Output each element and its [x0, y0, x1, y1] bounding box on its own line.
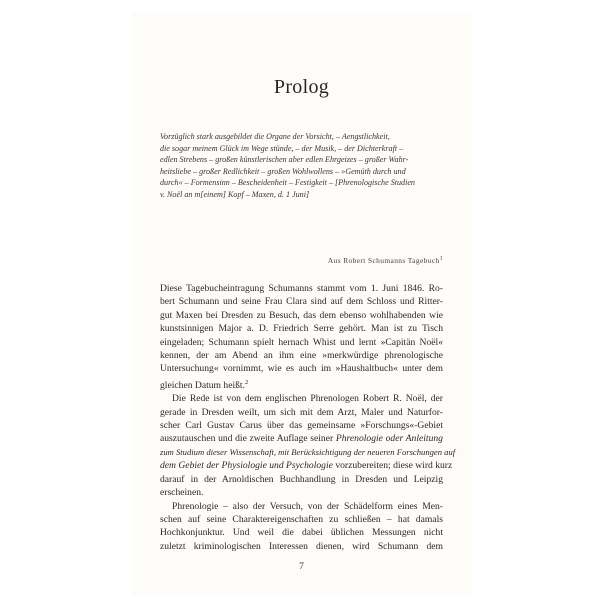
text-line: erscheinen. — [160, 487, 204, 499]
text-line: Die Rede ist von dem englischen Phrenologen Robert R. Noël, der — [172, 393, 443, 405]
text-line: eingeladen; Schumann spielt hernach Whist und lernt »Capitän Noël« — [160, 336, 443, 348]
epigraph-source-text: Aus Robert Schumanns Tagebuch — [327, 256, 440, 265]
text-line: kennen, der am Abend an ihm eine »merkwürdige phrenologische — [160, 350, 443, 362]
text-line: schen auf seine Charaktereigenschaften zu schließen – hat damals — [160, 513, 443, 525]
text-line: gerade in Dresden weilt, um sich mit dem Arzt, Maler und Naturfor- — [160, 406, 443, 418]
text-line: darauf in der Arnoldischen Buchhandlung in Dresden und Leipzig — [160, 473, 443, 485]
book-title-run: dem Gebiet der Physiologie und Psychologie — [160, 460, 333, 472]
epigraph-line: v. Noël an m[einem] Kopf – Maxen, d. 1 Juni] — [160, 189, 310, 199]
epigraph — [160, 131, 443, 201]
text-line: scher Carl Gustav Carus über das gemeinsame »Forschungs«-Gebiet — [160, 420, 443, 432]
book-title-run: Phrenologie oder Anleitung — [335, 433, 443, 445]
text-line: zum Studium dieser Wissenschaft, mit Berücksichtigung der neueren Forschungen auf — [160, 446, 456, 457]
text-line — [160, 432, 443, 445]
epigraph-line: Vorzüglich stark ausgebildet die Organe der Vorsicht, – Aengstlichkeit, — [160, 132, 390, 141]
text-run: gleichen Datum heißt. — [160, 379, 245, 391]
text-run: vorzubereiten; diese wird kurz — [332, 460, 453, 472]
text-line — [160, 376, 443, 392]
footnote-ref: 1 — [439, 256, 443, 262]
text-line: gut Maxen bei Dresden zu Besuch, das dem ebenso wohlhabenden wie — [160, 309, 443, 321]
text-line: bert Schumann und seine Frau Clara sind auf dem Schloss und Ritter- — [160, 296, 443, 308]
text-line — [160, 459, 453, 472]
text-line: kunstsinnigen Major a. D. Friedrich Serre gehört. Man ist zu Tisch — [160, 323, 443, 335]
text-line: Untersuchung« vornimmt, wie es auch im »Haushaltbuch« unter dem — [160, 363, 443, 375]
text-line: Diese Tagebucheintragung Schumanns stammt vom 1. Juni 1846. Ro- — [160, 283, 443, 294]
text-line: zuletzt kriminologischen Interessen dienen, wird Schumann dem — [160, 540, 443, 552]
epigraph-source — [328, 256, 443, 265]
body-text — [160, 282, 456, 553]
text-run: auszutauschen und die zweite Auflage seiner — [160, 433, 336, 445]
footnote-ref: 2 — [245, 378, 249, 386]
text-line: Hochkonjunktur. Und weil die dabei üblichen Messungen nicht — [160, 527, 443, 539]
page-number: 7 — [299, 562, 304, 572]
epigraph-line: die sogar meinem Glück im Wege stünde, – der Musik, – der Dichterkraft – — [160, 143, 404, 153]
book-page — [132, 13, 472, 595]
epigraph-line: durch« – Formensinn – Bescheidenheit – Festigkeit – [Phrenologische Studien — [160, 178, 415, 188]
chapter-title: Prolog — [273, 76, 330, 98]
epigraph-line: heitsliebe – großer Redlichkeit – großen Wohlwollens – »Gemüth durch und — [160, 166, 406, 176]
text-line: Phrenologie – also der Versuch, von der Schädelform eines Men- — [172, 500, 443, 512]
epigraph-line: edlen Strebens – großen künstlerischen aber edlen Ehrgeizes – großer Wahr- — [160, 155, 409, 165]
